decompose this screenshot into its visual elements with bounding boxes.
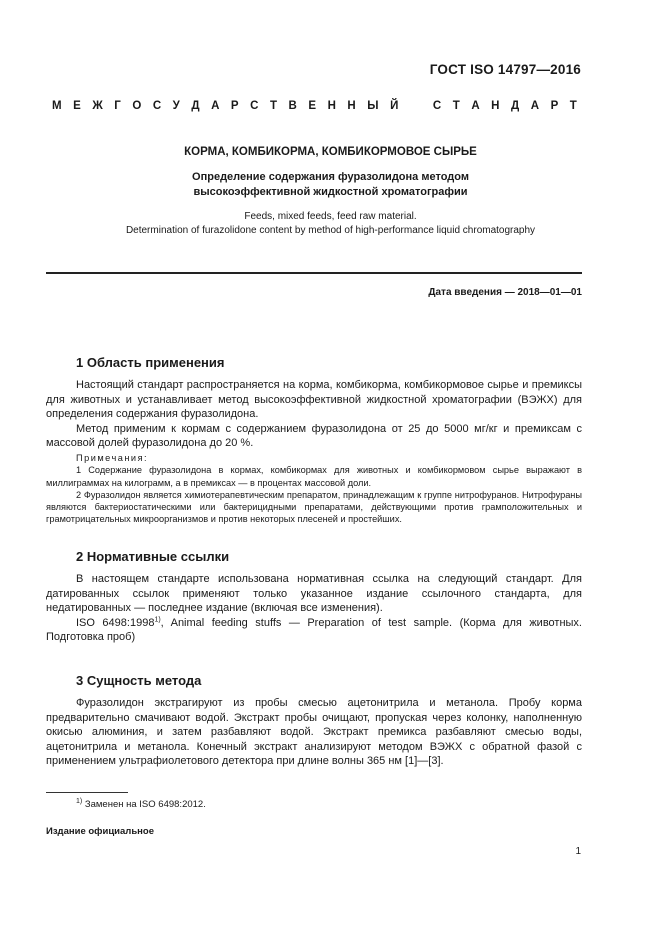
note-2: 2 Фуразолидон является химиотерапевтическим препаратом, принадлежащим к группе нитрофуранов. Нитрофураны являются бактериостатическими или бактерицидными препаратами, действующими против грамположительных и грамотрицательных микроорганизмов и против некоторых плесеней и простейших.	[46, 489, 582, 525]
reference-code: ISO 6498:1998	[76, 616, 155, 629]
english-title-line-2: Determination of furazolidone content by method of high-performance liquid chromatography	[125, 225, 536, 236]
banner-letter: Д	[511, 100, 520, 112]
banner-letter: У	[172, 100, 180, 112]
banner-letter: С	[152, 100, 162, 112]
subtitle-line-2: высокоэффективной жидкостной хроматографии	[193, 186, 468, 198]
banner-letter: С	[250, 100, 259, 112]
intro-date: Дата введения — 2018—01—01	[428, 287, 582, 298]
footnote-divider	[46, 792, 128, 793]
section-1-paragraph-1: Настоящий стандарт распространяется на корма, комбикорма, комбикормовое сырье и премиксы для животных и устанавливает метод высокоэффективной жидкостной хроматографии (ВЭЖХ) для определения содержания фуразолидона.	[46, 379, 582, 421]
banner-letter: Т	[269, 100, 277, 112]
reference-footnote-mark: 1)	[154, 616, 161, 624]
banner-letter: Н	[491, 100, 500, 112]
banner-letter: Й	[390, 100, 399, 112]
banner-letter: О	[132, 100, 142, 112]
page-number: 1	[575, 846, 581, 857]
document-title: КОРМА, КОМБИКОРМА, КОМБИКОРМОВОЕ СЫРЬЕ	[184, 146, 477, 158]
banner-letter: Т	[452, 100, 460, 112]
title-divider	[46, 272, 582, 274]
section-2-heading: 2 Нормативные ссылки	[76, 549, 230, 564]
banner-letter: Ж	[92, 100, 103, 112]
normative-reference	[46, 616, 582, 645]
footnote	[76, 799, 206, 810]
banner-letter: Е	[308, 100, 317, 112]
section-1-notes	[46, 452, 582, 526]
banner-letter: Д	[191, 100, 200, 112]
banner-letter: С	[432, 100, 442, 112]
section-3-body	[46, 696, 582, 769]
banner-letter: Р	[550, 100, 559, 112]
interstate-standard-banner	[52, 100, 577, 112]
banner-letter: Р	[230, 100, 239, 112]
section-2-paragraph-1: В настоящем стандарте использована нормативная ссылка на следующий стандарт. Для датированных ссылок применяют только указанное издание ссылочного стандарта, для недатированных — последнее издание (включая все изменения).	[46, 573, 582, 615]
banner-letter: А	[530, 100, 540, 112]
notes-label: Примечания:	[76, 453, 149, 463]
banner-letter: Ы	[367, 100, 379, 112]
banner-letter: Е	[73, 100, 81, 112]
section-1-body	[46, 378, 582, 451]
banner-letter: Т	[569, 100, 577, 112]
footnote-mark: 1)	[76, 797, 83, 805]
note-1: 1 Содержание фуразолидона в кормах, комбикормах для животных и комбикормовом сырье выражают в миллиграммах на килограмм, а в премиксах — в процентах массовой доли.	[46, 465, 582, 488]
subtitle-line-1: Определение содержания фуразолидона методом	[192, 171, 469, 183]
banner-letter: А	[471, 100, 480, 112]
banner-letter: Н	[347, 100, 356, 112]
footnote-text: Заменен на ISO 6498:2012.	[82, 799, 206, 810]
edition-label: Издание официальное	[46, 826, 154, 837]
english-title-line-1: Feeds, mixed feeds, feed raw material.	[244, 211, 417, 222]
standard-number: ГОСТ ISO 14797—2016	[429, 62, 581, 77]
section-3-heading: 3 Сущность метода	[76, 673, 202, 688]
banner-letter: Г	[114, 100, 121, 112]
reference-title: , Animal feeding stuffs — Preparation of test sample. (Корма для животных. Подготовка проб)	[46, 616, 582, 644]
banner-letter: М	[52, 100, 62, 112]
banner-letter: Н	[327, 100, 336, 112]
section-1-paragraph-2: Метод применим к кормам с содержанием фуразолидона от 25 до 5000 мг/кг и премиксам с массовой долей фуразолидона до 20 %.	[46, 422, 582, 450]
banner-letter: А	[211, 100, 220, 112]
section-2-body	[46, 572, 582, 645]
section-1-heading: 1 Область применения	[76, 355, 225, 370]
section-3-paragraph-1: Фуразолидон экстрагируют из пробы смесью ацетонитрила и метанола. Пробу корма предварительно смачивают водой. Экстракт пробы очищают, пропуская через колонку, наполненную окисью алюминия, и затем разбавляют водой. Экстракт премикса разбавляют смесью воды, ацетонитрила и метанола. Конечный экстракт анализируют методом ВЭЖХ с обратной фазой с применением ультрафиолетового детектора при длине волны 365 нм [1]—[3].	[46, 697, 582, 768]
banner-letter: В	[288, 100, 297, 112]
